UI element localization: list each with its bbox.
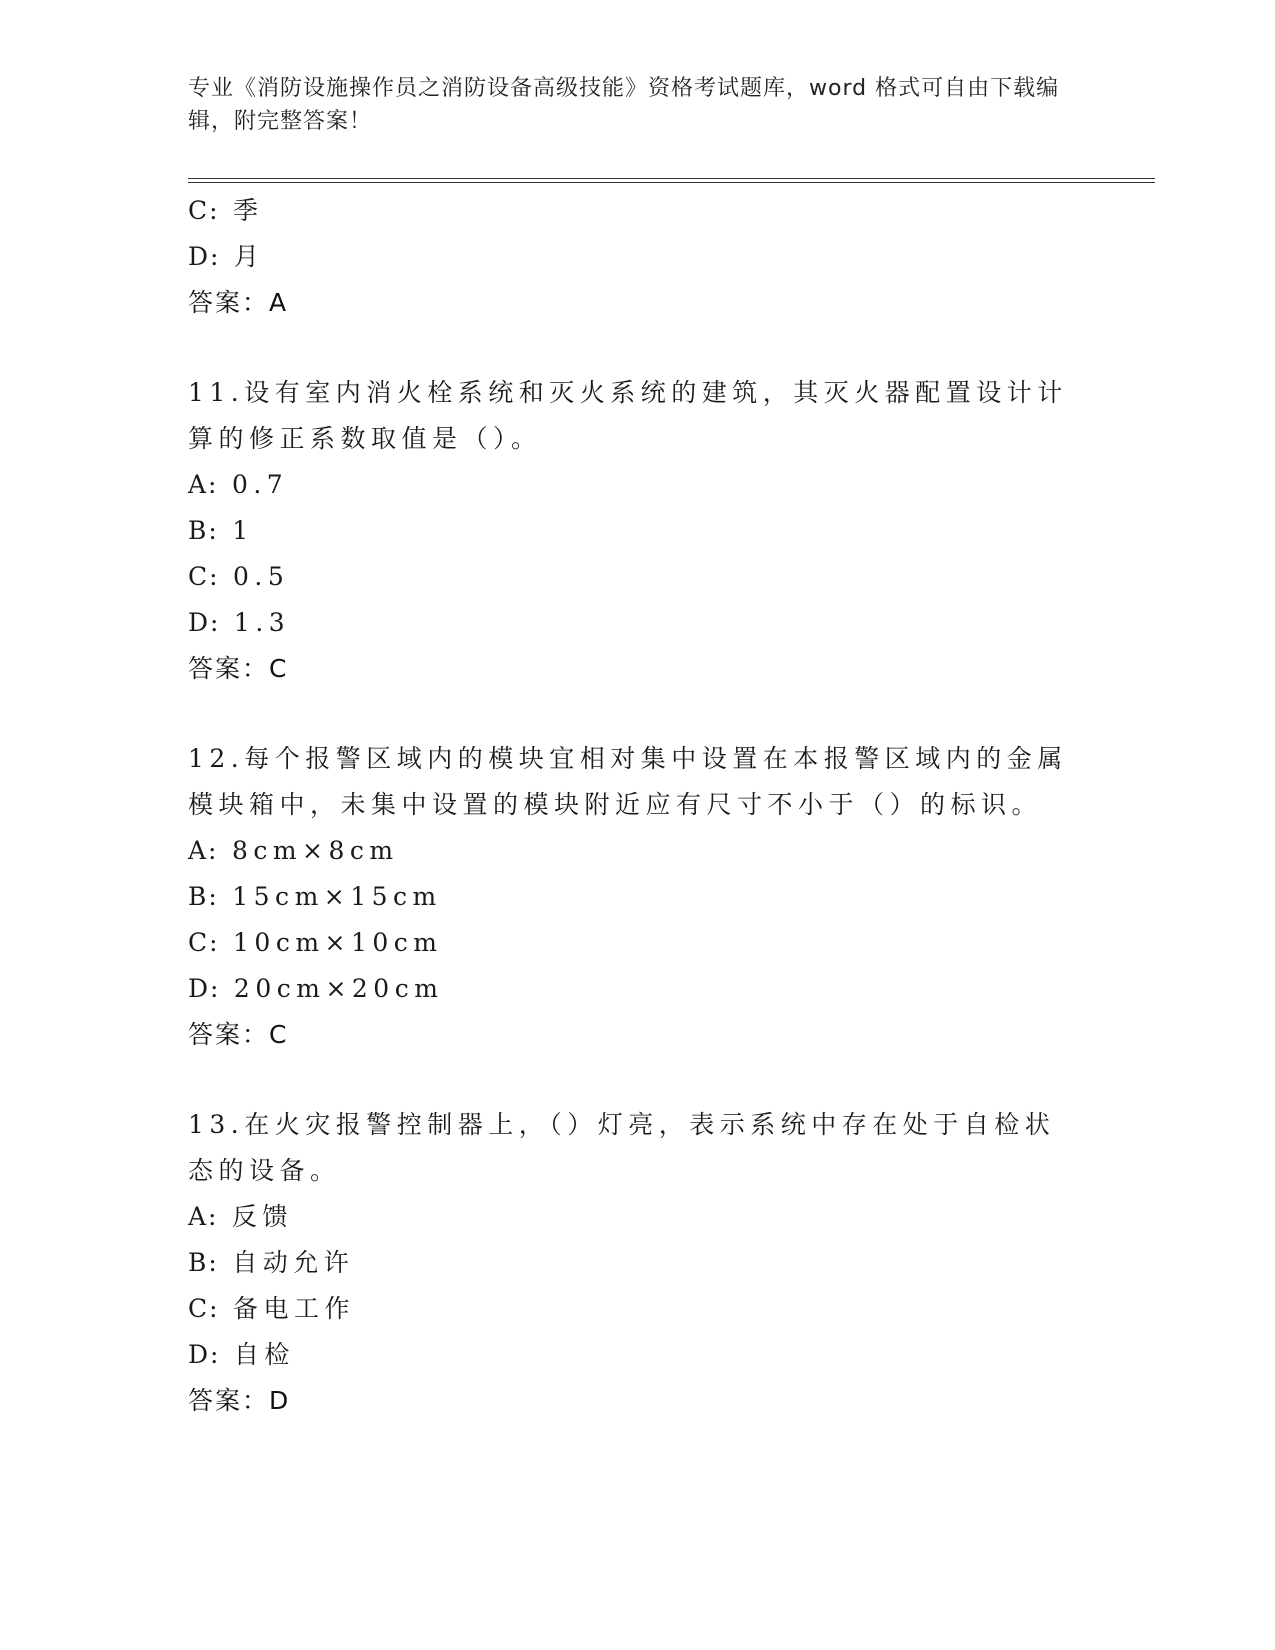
- header-divider: [188, 178, 1155, 179]
- option-b: B: 15cm×15cm: [188, 882, 442, 911]
- answer-line: 答案：C: [188, 1020, 289, 1049]
- question-12: [188, 736, 1088, 1058]
- question-13: [188, 1102, 1088, 1424]
- option-c: C: 季: [188, 196, 264, 225]
- question-11: [188, 370, 1088, 692]
- option-c: C: 10cm×10cm: [188, 928, 443, 957]
- option-b: B: 1: [188, 516, 254, 545]
- answer-line: 答案：D: [188, 1386, 291, 1415]
- option-b: B: 自动允许: [188, 1248, 355, 1277]
- option-c: C: 0.5: [188, 562, 290, 591]
- answer-line: 答案：A: [188, 288, 289, 317]
- question-continuation: [188, 188, 1088, 326]
- option-a: A: 8cm×8cm: [188, 836, 399, 865]
- question-stem: 11.设有室内消火栓系统和灭火系统的建筑，其灭火器配置设计计算的修正系数取值是（）。: [188, 378, 1068, 453]
- question-stem: 13.在火灾报警控制器上，（）灯亮，表示系统中存在处于自检状态的设备。: [188, 1110, 1056, 1185]
- header-title: 专业《消防设施操作员之消防设备高级技能》资格考试题库，word 格式可自由下载编辑，附完整答案！: [188, 76, 1060, 134]
- option-d: D: 月: [188, 242, 265, 271]
- question-stem: 12.每个报警区域内的模块宜相对集中设置在本报警区域内的金属模块箱中，未集中设置的模块附近应有尺寸不小于（）的标识。: [188, 744, 1068, 819]
- option-a: A: 反馈: [188, 1202, 293, 1231]
- option-d: D: 20cm×20cm: [188, 974, 444, 1003]
- question-list: [188, 188, 1088, 1424]
- option-c: C: 备电工作: [188, 1294, 356, 1323]
- document-header: [188, 72, 1068, 138]
- option-a: A: 0.7: [188, 470, 289, 499]
- option-d: D: 1.3: [188, 608, 291, 637]
- answer-line: 答案：C: [188, 654, 289, 683]
- header-divider-thin: [188, 182, 1155, 183]
- option-d: D: 自检: [188, 1340, 295, 1369]
